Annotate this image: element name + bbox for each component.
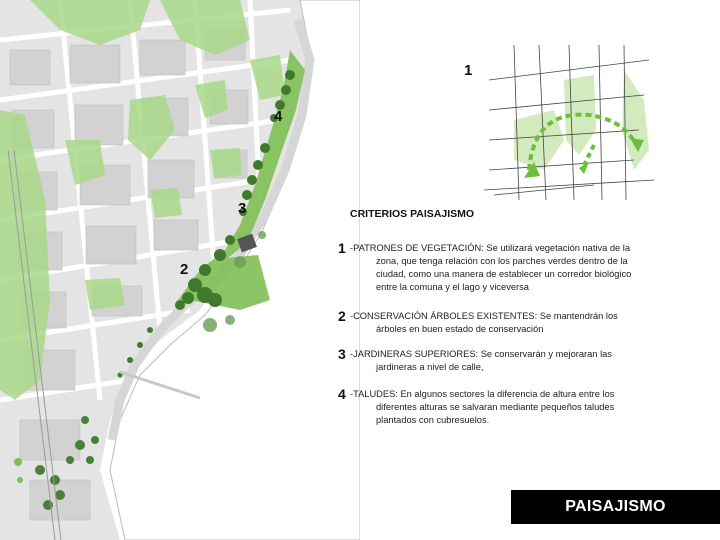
criterion-3-rest: jardineras a nivel de calle, [376,362,484,372]
zone-label-2: 2 [180,261,189,278]
criterion-2-first-line: -CONSERVACIÓN ÁRBOLES EXISTENTES: Se mantendrán los [350,311,618,321]
criterion-2-number: 2 [338,308,346,324]
green-corridor-inset [484,40,654,215]
section-banner: PAISAJISMO [511,490,720,524]
criterion-4-number: 4 [338,386,346,402]
criterion-3-number: 3 [338,346,346,362]
zone-label-4: 4 [274,108,283,125]
criterion-1-first-line: -PATRONES DE VEGETACIÓN: Se utilizará vegetación nativa de la [350,243,631,253]
criterion-2-rest: árboles en buen estado de conservación [376,324,544,334]
criterion-3-first-line: -JARDINERAS SUPERIORES: Se conservarán y mejoraran las [350,349,612,359]
zone-label-3: 3 [238,200,247,217]
inset-label-1: 1 [464,62,473,79]
criteria-title: CRITERIOS PAISAJISMO [350,208,475,220]
criterion-4-rest: diferentes alturas se salvaran mediante pequeños taludes plantados con cubresuelos. [376,402,615,425]
criterion-1-number: 1 [338,240,346,256]
criterion-4-first-line: -TALUDES: En algunos sectores la diferencia de altura entre los [350,389,615,399]
criterion-1-rest: zona, que tenga relación con los parches verdes dentro de la ciudad, como una manera de establecer un corredor biológico entre la comuna y el lago y viceversa [376,256,632,292]
